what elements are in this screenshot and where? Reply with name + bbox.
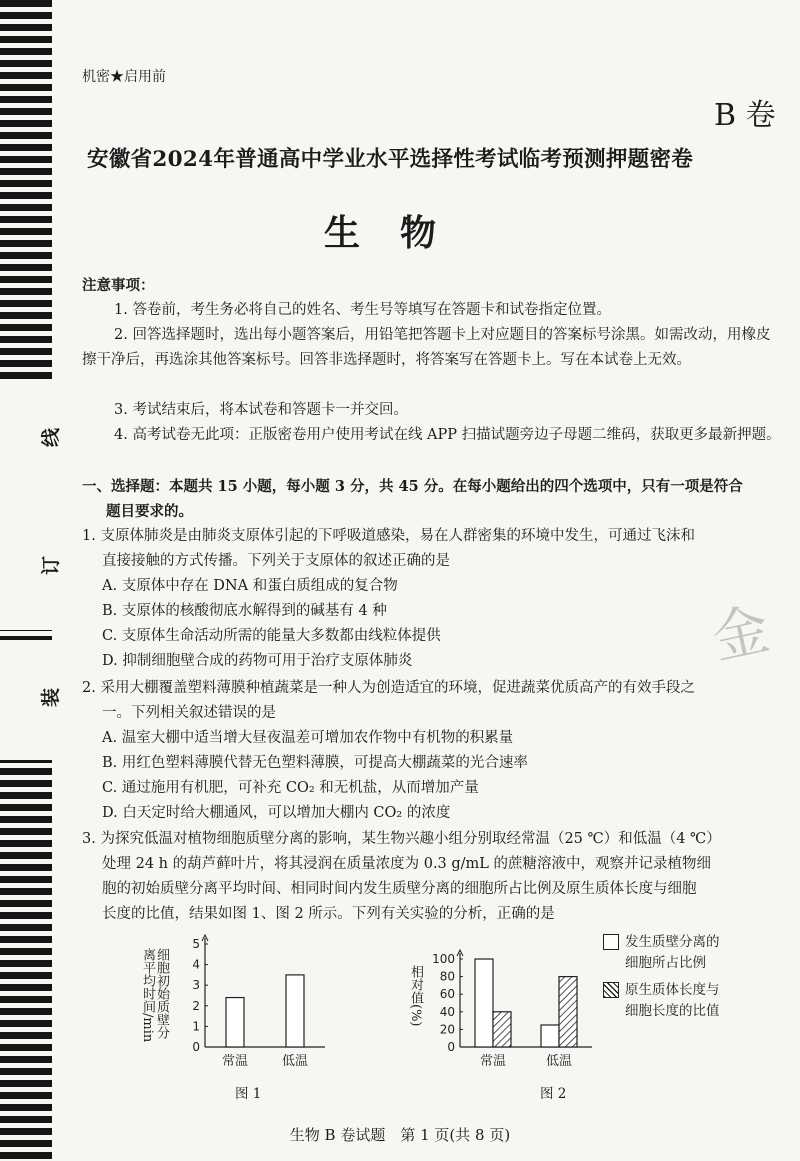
x-tick-label: 常温	[479, 1054, 507, 1069]
y-tick-label: 40	[439, 1004, 455, 1019]
figure-1-ylabel-line: 细胞初始质壁分	[154, 948, 169, 1039]
bar-plain	[286, 975, 304, 1047]
question-2-option-c: C. 通过施用有机肥，可补充 CO₂ 和无机盐，从而增加产量	[102, 780, 479, 796]
figure-1-ylabel	[140, 948, 168, 1042]
legend-label	[625, 980, 720, 1022]
bar-plain	[541, 1025, 559, 1047]
legend-label-line: 细胞长度的比值	[625, 1003, 720, 1019]
y-tick-label: 3	[192, 978, 200, 993]
legend-label-line: 细胞所占比例	[625, 955, 706, 971]
stem-line: 一。下列相关叙述错误的是	[102, 705, 276, 721]
figure-1-chart	[175, 930, 330, 1080]
question-1-option-a: A. 支原体中存在 DNA 和蛋白质组成的复合物	[102, 578, 398, 594]
binding-char-line: 线	[40, 427, 63, 448]
y-tick-label: 0	[447, 1040, 455, 1054]
subject-title: 生物	[323, 212, 476, 254]
bar-plain	[475, 959, 493, 1047]
stem-line: 3. 为探究低温对植物细胞质壁分离的影响，某生物兴趣小组分别取经常温（25 ℃）和低温（4 ℃）	[82, 831, 721, 847]
legend-item	[603, 932, 793, 978]
notes-heading: 注意事项：	[82, 277, 155, 294]
figure-1-caption: 图 1	[235, 1086, 262, 1102]
y-tick-label: 0	[192, 1040, 200, 1054]
question-2-stem	[82, 676, 784, 726]
figure-2-ylabel: 相对值(%)	[408, 965, 423, 1027]
figure-2-legend	[603, 932, 793, 1026]
y-tick-label: 4	[192, 957, 200, 972]
bar-hatched	[493, 1012, 511, 1047]
legend-swatch-hatched	[603, 982, 619, 998]
figure-2-chart	[420, 930, 600, 1080]
paper-version: B 卷	[714, 98, 776, 133]
stem-line: 直接接触的方式传播。下列关于支原体的叙述正确的是	[102, 553, 450, 569]
note-item: 2. 回答选择题时，选出每小题答案后，用铅笔把答题卡上对应题目的答案标号涂黑。如需改动，用橡皮擦干净后，再选涂其他答案标号。回答非选择题时，将答案写在答题卡上。写在本试卷上无效。	[82, 327, 771, 368]
y-tick-label: 2	[192, 998, 200, 1013]
y-tick-label: 80	[439, 969, 455, 984]
y-tick-label: 1	[192, 1019, 200, 1034]
section-heading-line1: 一、选择题：本题共 15 小题，每小题 3 分，共 45 分。在每小题给出的四个选项中，只有一项是符合	[82, 478, 743, 495]
page-footer: 生物 B 卷试题 第 1 页(共 8 页)	[289, 1126, 511, 1144]
figure-1-ylabel-line: 离平均时间/min	[140, 948, 155, 1043]
legend-label-line: 发生质壁分离的	[625, 934, 720, 950]
y-tick-label: 100	[432, 952, 455, 966]
section-heading-line2: 题目要求的。	[106, 503, 193, 520]
confidential-label: 机密★启用前	[82, 69, 166, 85]
question-2-option-b: B. 用红色塑料薄膜代替无色塑料薄膜，可提高大棚蔬菜的光合速率	[102, 755, 528, 771]
question-2-option-d: D. 白天定时给大棚通风，可以增加大棚内 CO₂ 的浓度	[102, 805, 451, 821]
question-3-stem	[82, 827, 784, 927]
question-1-option-d: D. 抑制细胞壁合成的药物可用于治疗支原体肺炎	[102, 653, 413, 669]
bar-hatched	[559, 977, 577, 1047]
x-tick-label: 低温	[545, 1054, 573, 1069]
question-1-option-b: B. 支原体的核酸彻底水解得到的碱基有 4 种	[102, 603, 387, 619]
binding-char-order: 订	[40, 555, 63, 576]
figure-2-caption: 图 2	[540, 1086, 567, 1102]
y-tick-label: 20	[439, 1022, 455, 1037]
x-tick-label: 低温	[281, 1054, 309, 1069]
stem-line: 胞的初始质壁分离平均时间、相同时间内发生质壁分离的细胞所占比例及原生质体长度与细胞	[102, 881, 697, 897]
section-heading	[82, 474, 782, 524]
question-1-option-c: C. 支原体生命活动所需的能量大多数都由线粒体提供	[102, 628, 441, 644]
y-tick-label: 5	[192, 937, 200, 951]
stem-line: 1. 支原体肺炎是由肺炎支原体引起的下呼吸道感染，易在人群密集的环境中发生，可通过飞沫和	[82, 528, 695, 544]
legend-label	[625, 932, 720, 974]
bar-plain	[226, 998, 244, 1047]
stem-line: 处理 24 h 的葫芦藓叶片，将其浸润在质量浓度为 0.3 g/mL 的蔗糖溶液中，观察并记录植物细	[102, 856, 712, 872]
stem-line: 2. 采用大棚覆盖塑料薄膜种植蔬菜是一种人为创造适宜的环境，促进蔬菜优质高产的有效手段之	[82, 680, 695, 696]
binding-char-install: 装	[40, 687, 63, 708]
question-1-stem	[82, 524, 784, 574]
stem-line: 长度的比值，结果如图 1、图 2 所示。下列有关实验的分析，正确的是	[102, 906, 555, 922]
legend-swatch-plain	[603, 934, 619, 950]
watermark-stamp: 金	[706, 596, 776, 673]
exam-title: 安徽省2024年普通高中学业水平选择性考试临考预测押题密卷	[87, 147, 694, 172]
y-tick-label: 60	[439, 987, 455, 1002]
x-tick-label: 常温	[221, 1054, 249, 1069]
legend-label-line: 原生质体长度与	[625, 982, 720, 998]
binding-strip	[0, 0, 52, 1161]
legend-item	[603, 980, 793, 1026]
note-item: 1. 答卷前，考生务必将自己的姓名、考生号等填写在答题卡和试卷指定位置。	[114, 302, 611, 318]
question-2-option-a: A. 温室大棚中适当增大昼夜温差可增加农作物中有机物的积累量	[102, 730, 514, 746]
note-item: 4. 高考试卷无此项：正版密卷用户使用考试在线 APP 扫描试题旁边子母题二维码，获取更多最新押题。	[114, 427, 781, 443]
note-item: 3. 考试结束后，将本试卷和答题卡一并交回。	[114, 402, 408, 418]
